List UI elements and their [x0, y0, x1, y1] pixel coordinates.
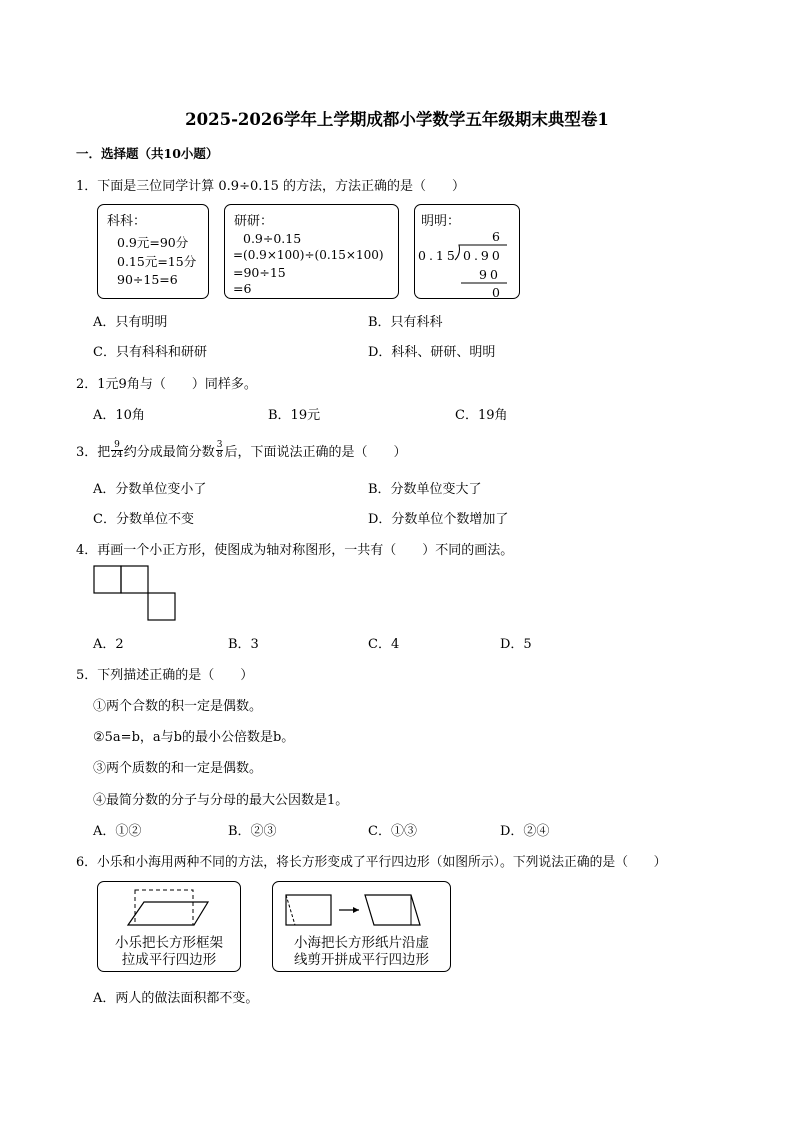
q3-post: 后，下面说法正确的是（ ）: [224, 444, 407, 460]
page-title: 2025-2026学年上学期成都小学数学五年级期末典型卷1: [185, 110, 609, 129]
q1-option-a[interactable]: A．只有明明: [93, 315, 168, 330]
xiaohai-caption-2: 线剪开拼成平行四边形: [294, 952, 429, 968]
kk-line-3: 90÷15=6: [117, 272, 178, 287]
q4-option-c[interactable]: C．4: [368, 637, 400, 652]
q3-option-b[interactable]: B．分数单位变大了: [368, 482, 482, 497]
cut-paper-figure: [273, 882, 450, 932]
squares-figure: [93, 565, 183, 625]
q1-option-d[interactable]: D．科科、研研、明明: [368, 345, 496, 360]
xiaole-caption-2: 拉成平行四边形: [121, 952, 217, 968]
q5-statement-2: ②5a=b，a与b的最小公倍数是b。: [93, 730, 295, 745]
q3-option-c[interactable]: C．分数单位不变: [93, 512, 194, 527]
xiaole-figure-box: [97, 881, 241, 972]
q4-option-b[interactable]: B．3: [228, 637, 259, 652]
yy-method-box: [224, 204, 399, 299]
mm-name: 明明：: [421, 214, 461, 229]
section-heading: 一．选择题（共10小题）: [76, 146, 219, 161]
kk-method-box: [97, 204, 209, 299]
q3-option-d[interactable]: D．分数单位个数增加了: [368, 512, 509, 527]
q3-option-a[interactable]: A．分数单位变小了: [93, 482, 207, 497]
fraction-3-8: [216, 441, 224, 460]
q3-mid: 约分成最简分数: [123, 444, 215, 460]
xiaohai-caption-1: 小海把长方形纸片沿虚: [294, 935, 429, 951]
q5-option-b[interactable]: B．②③: [228, 824, 277, 839]
question-1-stem: 1．下面是三位同学计算 0.9÷0.15 的方法，方法正确的是（ ）: [76, 179, 466, 194]
mm-subtrahend: 90: [479, 267, 501, 282]
q5-option-c[interactable]: C．①③: [368, 824, 417, 839]
q5-statement-1: ①两个合数的积一定是偶数。: [93, 699, 263, 714]
yy-line-4: =6: [233, 281, 252, 296]
q4-option-a[interactable]: A．2: [93, 637, 124, 652]
yy-line-3: =90÷15: [233, 265, 286, 280]
q5-option-a[interactable]: A．①②: [93, 824, 142, 839]
mm-quotient: 6: [492, 229, 500, 244]
kk-name: 科科：: [107, 214, 147, 229]
q5-option-d[interactable]: D．②④: [500, 824, 550, 839]
frac1-denominator: 24: [111, 449, 123, 460]
xiaohai-figure-box: [272, 881, 451, 972]
q2-option-a[interactable]: A．10角: [93, 408, 145, 423]
fraction-9-24: [111, 441, 122, 460]
q1-option-c[interactable]: C．只有科科和研研: [93, 345, 207, 360]
yy-line-1: 0.9÷0.15: [243, 231, 302, 246]
q2-option-b[interactable]: B．19元: [268, 408, 321, 423]
kk-line-2: 0.15元=15分: [117, 254, 197, 269]
question-4-stem: 4．再画一个小正方形，使图成为轴对称图形，一共有（ ）不同的画法。: [76, 543, 514, 558]
q6-option-a[interactable]: A．两人的做法面积都不变。: [93, 991, 259, 1006]
question-3-stem: [76, 433, 407, 467]
frac2-numerator: 3: [216, 439, 223, 450]
frac2-denominator: 8: [216, 449, 223, 460]
question-5-stem: 5．下列描述正确的是（ ）: [76, 668, 254, 683]
kk-line-1: 0.9元=90分: [117, 235, 189, 250]
yy-name: 研研：: [234, 214, 274, 229]
mm-divisor: 0.15: [418, 248, 458, 263]
mm-remainder: 0: [492, 285, 500, 300]
q2-option-c[interactable]: C．19角: [455, 408, 508, 423]
frame-parallelogram-figure: [98, 882, 240, 932]
question-6-stem: 6．小乐和小海用两种不同的方法，将长方形变成了平行四边形（如图所示）。下列说法正确的是（ ）: [76, 855, 667, 870]
mm-dividend: 0.90: [463, 248, 503, 263]
question-2-stem: 2．1元9角与（ ）同样多。: [76, 377, 257, 392]
mm-method-box: [414, 204, 520, 299]
xiaole-caption-1: 小乐把长方形框架: [115, 935, 223, 951]
q5-statement-4: ④最简分数的分子与分母的最大公因数是1。: [93, 793, 349, 808]
frac1-numerator: 9: [111, 441, 122, 451]
yy-line-2: =(0.9×100)÷(0.15×100): [233, 248, 384, 262]
q4-option-d[interactable]: D．5: [500, 637, 532, 652]
q3-pre: 3．把: [76, 444, 111, 460]
q5-statement-3: ③两个质数的和一定是偶数。: [93, 761, 263, 776]
q1-option-b[interactable]: B．只有科科: [368, 315, 443, 330]
long-division-lines: [415, 205, 519, 298]
